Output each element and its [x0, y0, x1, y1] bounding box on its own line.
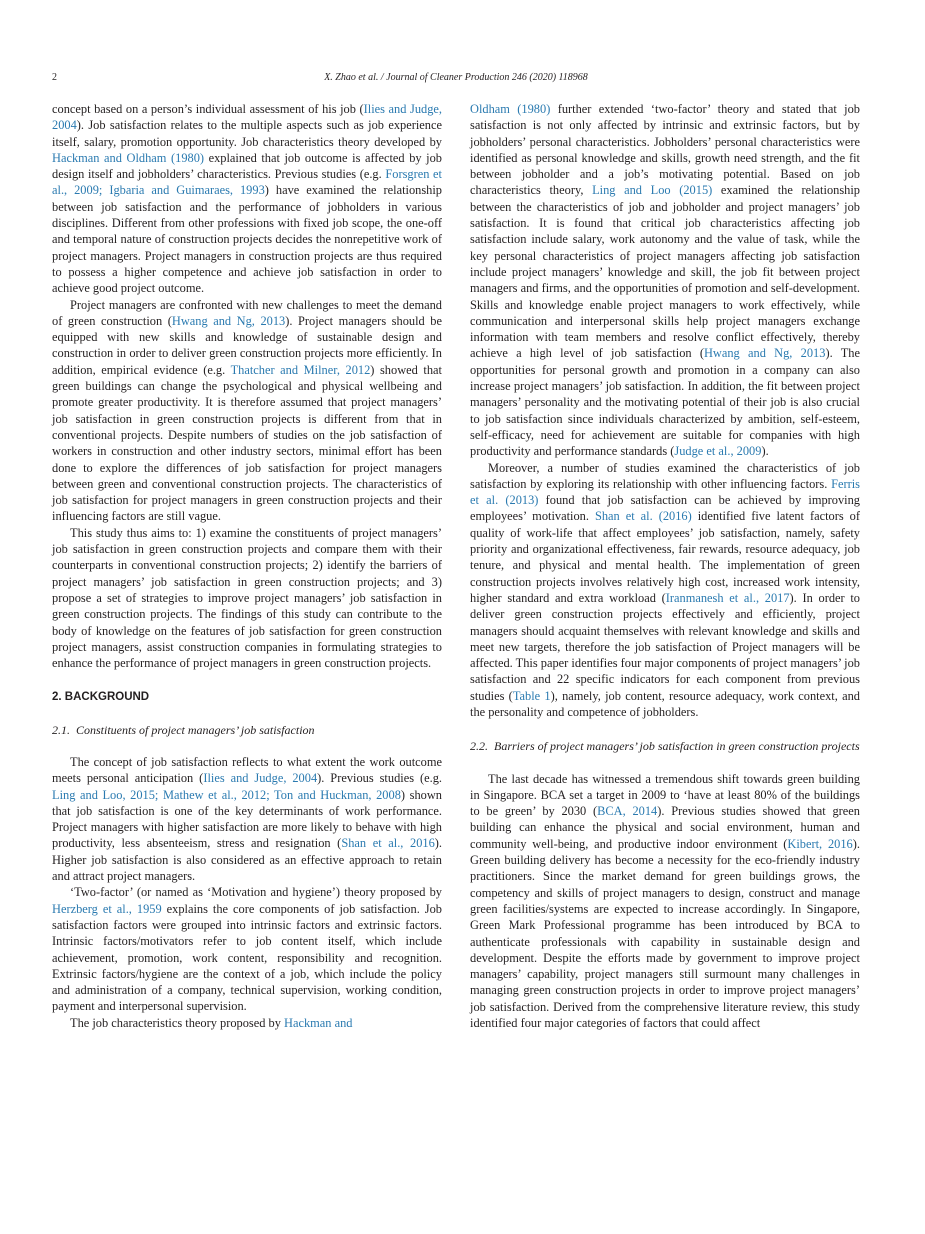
left-column [52, 101, 442, 1031]
citation-link[interactable]: Hackman and [284, 1015, 353, 1030]
paragraph: ‘Two-factor’ (or named as ‘Motivation and hygiene’) theory proposed by Herzberg et al., 1959 explains the core components of job satisfaction. Job satisfaction factors were grouped into intrinsic factors and extrinsic factors. Intrinsic factors/motivators refer to job content itself, which include achievement, promotion, work content, responsibility and recognition. Extrinsic factors/hygiene are the context of a job, which include the policy and administration of a company, technical supervision, working condition, payment and interpersonal supervision. [52, 885, 442, 1014]
citation-link[interactable]: Shan et al., 2016 [341, 836, 435, 851]
citation-link[interactable]: Kibert, 2016 [787, 836, 853, 851]
citation-link[interactable]: Iranmanesh et al., 2017 [665, 590, 790, 605]
subsection-heading: 2.1. Constituents of project managers’ job satisfaction [52, 722, 315, 737]
subsection-heading: 2.2. Barriers of project managers’ job satisfaction in green construction projects [470, 739, 860, 754]
right-column [470, 101, 860, 1031]
citation-link[interactable]: Ling and Loo (2015) [592, 183, 713, 198]
paragraph: Moreover, a number of studies examined the characteristics of job satisfaction by exploring its relationship with other influencing factors. Ferris et al. (2013) found that job satisfaction can be achieved by improving employees’ motivation. Shan et al. (2016) identified five latent factors of quality of work-life that affect employees’ job satisfaction, namely, safety priority and organizational effectiveness, fair rewards, resource adequacy, job tenure, and physical and mental health. The implementation of green construction projects involves relatively high cost, increased work intensity, higher standard and extra workload (Iranmanesh et al., 2017). In order to deliver green construction projects effectively and efficiently, project managers should acquaint themselves with relevant knowledge and skills and meet new targets, therefore the job satisfaction of Project managers will be affected. This paper identifies four major components of project managers’ job satisfaction and 22 specific indicators for each component from previous studies (Table 1), namely, job content, resource adequacy, work context, and the personality and competence of jobholders. [470, 460, 860, 719]
citation-link[interactable]: Hwang and Ng, 2013 [703, 346, 826, 361]
section-heading: 2. BACKGROUND [52, 691, 150, 704]
citation-link[interactable]: Ilies and Judge, 2004 [52, 102, 442, 133]
citation-link[interactable]: Hwang and Ng, 2013 [171, 313, 286, 328]
paragraph: The job characteristics theory proposed by Hackman and [70, 1015, 353, 1030]
citation-link[interactable]: BCA, 2014 [597, 804, 658, 819]
paragraph: The concept of job satisfaction reflects to what extent the work outcome meets personal anticipation (Ilies and Judge, 2004). Previous studies (e.g. Ling and Loo, 2015; Mathew et al., 2012; Ton and Huckman, 2008) shown that job satisfaction is one of the key determinants of work performance. Project managers with higher satisfaction are more likely to behave with high productivity, less absenteeism, stress and resignation (Shan et al., 2016). Higher job satisfaction is also considered as an effective approach to retain and attract project managers. [52, 754, 443, 884]
paragraph: The last decade has witnessed a tremendous shift towards green building in Singapore. BCA set a target in 2009 to ‘have at least 80% of the buildings to be green’ by 2030 (BCA, 2014). Previous studies showed that green building can enhance the physical and social environment, human and community well-being, and productive indoor environment (Kibert, 2016). Green building delivery has become a necessity for the eco-friendly industry practitioners. Since the market demand for green buildings grows, the competency and skills of project managers to design, construct and manage green facilities/systems are expected to increase accordingly. In Singapore, Green Mark Professional programme has been introduced by BCA to authenticate professionals with capability in sustainable design and development. Despite the efforts made by government to improve project managers’ capability, project managers still surmount many challenges in managing green construction projects in order to improve project managers’ job satisfaction. Derived from the comprehensive literature review, this study identified four major categories of factors that could affect [470, 771, 861, 1031]
citation-link[interactable]: Herzberg et al., 1959 [52, 901, 162, 916]
running-header [52, 72, 860, 88]
citation-link[interactable]: Ferris et al. (2013) [470, 476, 860, 508]
citation-link[interactable]: Forsgren et al., 2009; Igbaria and Guimaraes, 1993 [52, 167, 443, 198]
paragraph: This study thus aims to: 1) examine the constituents of project managers’ job satisfaction in green construction projects and compare them with their counterparts in conventional construction projects; 2) identify the barriers of project managers’ job satisfaction in green construction projects; and 3) propose a set of strategies to improve project managers’ job satisfaction in green construction projects. The findings of this study can contribute to the body of knowledge on the features of job satisfaction for green construction project managers, assist construction companies in formulating strategies to enhance the performance of project managers in green construction projects. [52, 525, 442, 671]
citation-link[interactable]: Judge et al., 2009 [674, 444, 762, 459]
citation-link[interactable]: Ilies and Judge, 2004 [203, 771, 318, 786]
citation-link[interactable]: Hackman and Oldham (1980) [52, 150, 205, 165]
citation-link[interactable]: Thatcher and Milner, 2012 [230, 362, 371, 377]
page-number: 2 [52, 72, 57, 83]
journal-reference: X. Zhao et al. / Journal of Cleaner Production 246 (2020) 118968 [324, 72, 588, 83]
paragraph: concept based on a person’s individual assessment of his job (Ilies and Judge, 2004). Job satisfaction relates to the multiple aspects such as job experience itself, salary, promotion opportunity. Job characteristics theory developed by Hackman and Oldham (1980) explained that job outcome is affected by job design itself and jobholders’ characteristics. Previous studies (e.g. Forsgren et al., 2009; Igbaria and Guimaraes, 1993) have examined the relationship between job satisfaction and the performance of jobholders in various disciplines. Different from other professions with fixed job scope, the one-off and temporal nature of construction projects decides the nonrepetitive work of project managers. Project managers in construction projects are thus required to possess a higher competence and achieve job satisfaction in order to achieve good project outcome. [52, 102, 443, 296]
paragraph: Project managers are confronted with new challenges to meet the demand of green construction (Hwang and Ng, 2013). Project managers should be equipped with new skills and knowledge of sustainable design and construction in order to deliver green construction projects more efficiently. In addition, empirical evidence (e.g. Thatcher and Milner, 2012) showed that green buildings can change the psychological and physical wellbeing and promote greater productivity. It is therefore assumed that project managers’ job satisfaction in green construction projects is different from that in conventional projects. Despite numbers of studies on the job satisfaction of workers in construction and other industry sectors, minimal effort has been done to explore the differences of job satisfaction for project managers between green and conventional construction projects. The characteristics of job satisfaction for project managers in green construction projects and their influencing factors are still vague. [52, 297, 442, 524]
citation-link[interactable]: Shan et al. (2016) [594, 509, 692, 524]
paragraph: Oldham (1980) further extended ‘two-factor’ theory and stated that job satisfaction is not only affected by intrinsic and extrinsic factors, but by jobholders’ personal characteristics. Jobholders’ personal characteristics were identified as personal knowledge and skills, growth need strength, and the fit between jobholder and a job’s motivating potential. Based on job characteristics theory, Ling and Loo (2015) examined the relationship between the characteristics of job and jobholder and project managers’ job satisfaction. It is found that critical job characteristics affecting job satisfaction include salary, work autonomy and the value of task, while the key personal characteristics of project managers affecting job satisfaction include project managers’ knowledge and skill, the job fit between project managers and firms, and the opportunities of promotion and self-development. Skills and knowledge enable project managers to work effectively, while communication and interpersonal skills help project managers exchange information with team members and resolve conflict effectively, thereby achieve a high level of job satisfaction (Hwang and Ng, 2013). The opportunities for personal growth and promotion in a company can also increase project managers’ job satisfaction. In addition, the fit between project managers’ personality and the motivating potential of their job is also crucial to job satisfaction since individuals characterized by ambition, self-esteem, self-efficacy, need for achievement are suitable for companies with high productivity and performance standards (Judge et al., 2009). [470, 102, 860, 459]
citation-link[interactable]: Oldham (1980) [470, 102, 551, 116]
table-reference-link[interactable]: Table 1 [512, 688, 551, 703]
citation-link[interactable]: Ling and Loo, 2015; Mathew et al., 2012; Ton and Huckman, 2008 [52, 787, 401, 802]
